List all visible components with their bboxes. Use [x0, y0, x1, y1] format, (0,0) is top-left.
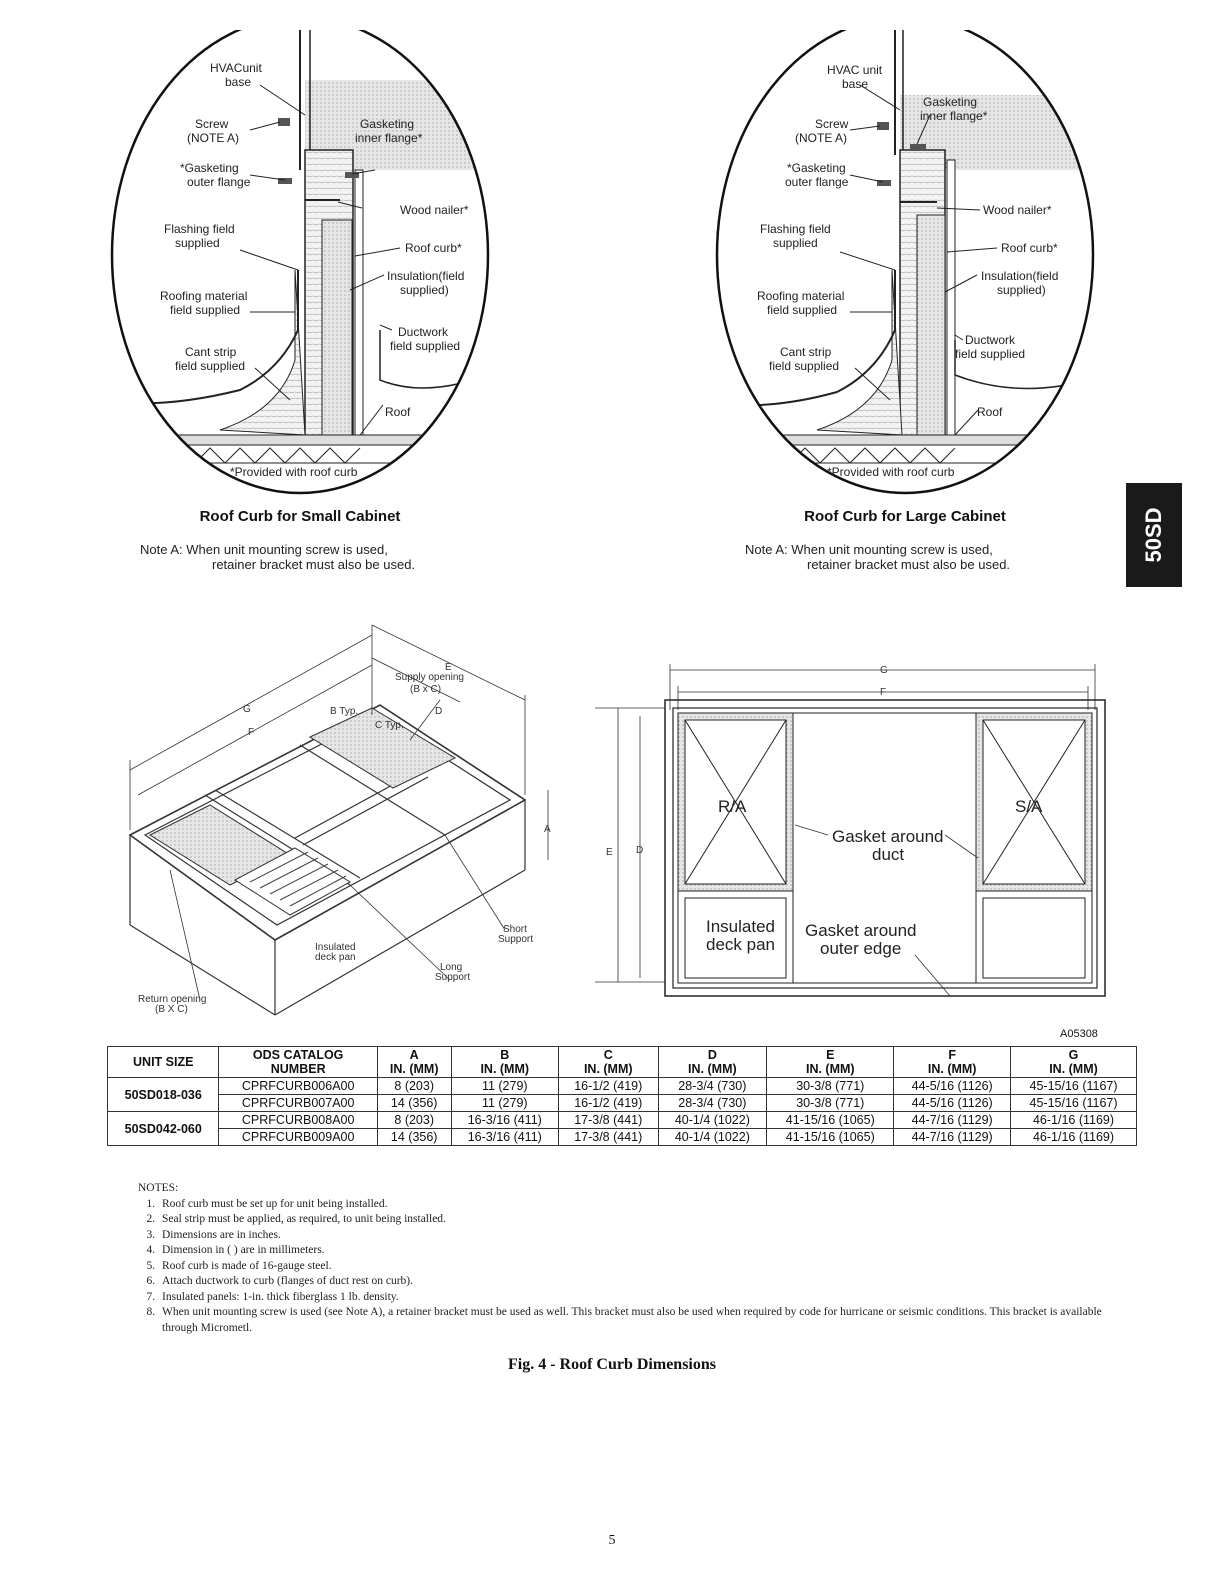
table-cell: 17-3/8 (441)	[559, 1112, 659, 1129]
label-roofing-1: Roofing material	[160, 289, 248, 303]
iso-long-2: Support	[435, 972, 471, 983]
label-gasket-outer-2: outer flange	[187, 175, 251, 189]
note-item: 2. Seal strip must be applied, as required, to unit being installed.	[158, 1212, 1118, 1228]
table-cell: 30-3/8 (771)	[767, 1095, 894, 1112]
table-cell: 41-15/16 (1065)	[767, 1129, 894, 1146]
label-flashing-2: supplied	[175, 236, 220, 250]
section-tab-label: 50SD	[1141, 507, 1166, 563]
label-unit-base-1: HVAC unit	[827, 63, 883, 77]
table-cell: 17-3/8 (441)	[559, 1129, 659, 1146]
plan-ra: R/A	[718, 797, 747, 816]
plan-gasket-edge-1: Gasket around	[805, 921, 917, 940]
table-cell: 8 (203)	[377, 1112, 451, 1129]
table-cell: 45-15/16 (1167)	[1011, 1095, 1137, 1112]
label-cant-2: field supplied	[769, 359, 840, 373]
table-cell: 40-1/4 (1022)	[658, 1129, 767, 1146]
small-cabinet-note	[140, 542, 480, 572]
table-row	[108, 1112, 1137, 1129]
label-screw-1: Screw	[195, 117, 229, 131]
table-cell: CPRFCURB008A00	[219, 1112, 377, 1129]
header-unit-size: UNIT SIZE	[108, 1047, 219, 1078]
large-cabinet-detail	[705, 30, 1105, 500]
label-ductwork-2: field supplied	[390, 339, 461, 353]
iso-dim-d: D	[435, 706, 443, 717]
label-insulation-1: Insulation(field	[981, 269, 1059, 283]
iso-supply-1: Supply opening	[395, 672, 464, 683]
label-unit-base-2: base	[225, 75, 252, 89]
table-cell: 44-7/16 (1129)	[894, 1129, 1011, 1146]
table-cell: 28-3/4 (730)	[658, 1078, 767, 1095]
iso-long-1: Long	[440, 962, 463, 973]
iso-supply-2: (B x C)	[410, 684, 442, 695]
figure-caption: Fig. 4 - Roof Curb Dimensions	[507, 1356, 716, 1373]
note-item: 6. Attach ductwork to curb (flanges of duct rest on curb).	[158, 1274, 1118, 1290]
header-b: B IN. (MM)	[451, 1047, 558, 1078]
note-item: 4. Dimension in ( ) are in millimeters.	[158, 1243, 1118, 1259]
plan-insulated-1: Insulated	[706, 917, 775, 936]
isometric-curb-drawing	[110, 620, 570, 1030]
label-unit-base-1: HVACunit	[210, 61, 262, 75]
label-roof: Roof	[385, 405, 411, 419]
label-screw-2: (NOTE A)	[187, 131, 240, 145]
label-gasket-outer-1: *Gasketing	[787, 161, 846, 175]
unit-size-cell: 50SD042-060	[108, 1112, 219, 1146]
plan-gasket-duct-1: Gasket around	[832, 827, 944, 846]
table-cell: 16-1/2 (419)	[559, 1095, 659, 1112]
table-header-row	[108, 1047, 1137, 1078]
note-item: 1. Roof curb must be set up for unit being installed.	[158, 1197, 1118, 1213]
note-item: 5. Roof curb is made of 16-gauge steel.	[158, 1259, 1118, 1275]
header-c: C IN. (MM)	[559, 1047, 659, 1078]
notes-heading: NOTES:	[138, 1182, 179, 1194]
plan-insulated-2: deck pan	[706, 935, 775, 954]
label-ductwork-1: Ductwork	[398, 325, 449, 339]
table-cell: 14 (356)	[377, 1095, 451, 1112]
plan-view-drawing	[590, 660, 1110, 1005]
header-f: F IN. (MM)	[894, 1047, 1011, 1078]
table-row	[108, 1129, 1137, 1146]
table-cell: 14 (356)	[377, 1129, 451, 1146]
table-cell: 16-3/16 (411)	[451, 1129, 558, 1146]
iso-insulated-2: deck pan	[315, 952, 356, 963]
label-gasket-outer-2: outer flange	[785, 175, 849, 189]
iso-dim-e: E	[445, 662, 452, 673]
label-gasket-outer-1: *Gasketing	[180, 161, 239, 175]
iso-return-2: (B X C)	[155, 1004, 188, 1015]
label-roofing-2: field supplied	[170, 303, 241, 317]
label-screw-1: Screw	[815, 117, 849, 131]
table-row	[108, 1078, 1137, 1095]
table-cell: CPRFCURB007A00	[219, 1095, 377, 1112]
label-flashing-1: Flashing field	[164, 222, 235, 236]
iso-b-typ: B Typ.	[330, 706, 359, 717]
label-ductwork-2: field supplied	[955, 347, 1026, 361]
label-wood-nailer: Wood nailer*	[983, 203, 1052, 217]
label-ductwork-1: Ductwork	[965, 333, 1016, 347]
label-unit-base-2: base	[842, 77, 869, 91]
table-cell: 44-5/16 (1126)	[894, 1095, 1011, 1112]
plan-sa: S/A	[1015, 797, 1043, 816]
header-catalog: ODS CATALOG NUMBER	[219, 1047, 377, 1078]
label-wood-nailer: Wood nailer*	[400, 203, 469, 217]
iso-return-1: Return opening	[138, 994, 207, 1005]
table-cell: 41-15/16 (1065)	[767, 1112, 894, 1129]
note-item: 7. Insulated panels: 1-in. thick fiberglass 1 lb. density.	[158, 1290, 1118, 1306]
section-tab	[1126, 483, 1182, 587]
iso-short-2: Support	[498, 934, 534, 945]
table-cell: 44-7/16 (1129)	[894, 1112, 1011, 1129]
header-g: G IN. (MM)	[1011, 1047, 1137, 1078]
label-roofing-2: field supplied	[767, 303, 838, 317]
iso-c-typ: C Typ.	[375, 720, 404, 731]
large-note-line1: Note A: When unit mounting screw is used,	[745, 542, 993, 557]
large-cabinet-note	[745, 542, 1085, 572]
table-cell: 46-1/16 (1169)	[1011, 1129, 1137, 1146]
table-cell: CPRFCURB006A00	[219, 1078, 377, 1095]
table-cell: 11 (279)	[451, 1078, 558, 1095]
label-roofing-1: Roofing material	[757, 289, 845, 303]
plan-dim-f: F	[880, 687, 887, 698]
header-a: A IN. (MM)	[377, 1047, 451, 1078]
note-item: 8. When unit mounting screw is used (see Note A), a retainer bracket must be used as well. This bracket must also be used when required by code for hurricane or seismic conditions. This bracket is available through Micrometl.	[158, 1305, 1118, 1336]
iso-short-1: Short	[503, 924, 527, 935]
label-gasket-inner-1: Gasketing	[360, 117, 415, 131]
header-e: E IN. (MM)	[767, 1047, 894, 1078]
label-gasket-inner-2: inner flange*	[355, 131, 423, 145]
label-screw-2: (NOTE A)	[795, 131, 848, 145]
plan-gasket-edge-2: outer edge	[820, 939, 902, 958]
label-provided: *Provided with roof curb	[827, 465, 955, 479]
label-gasket-inner-1: Gasketing	[923, 95, 978, 109]
label-insulation-2: supplied)	[997, 283, 1046, 297]
label-flashing-1: Flashing field	[760, 222, 831, 236]
iso-dim-f: F	[248, 727, 255, 738]
large-note-line2: retainer bracket must also be used.	[807, 557, 1011, 572]
table-cell: 28-3/4 (730)	[658, 1095, 767, 1112]
table-row	[108, 1095, 1137, 1112]
small-cabinet-title: Roof Curb for Small Cabinet	[199, 508, 401, 525]
label-flashing-2: supplied	[773, 236, 818, 250]
small-cabinet-detail	[100, 30, 500, 500]
header-d: D IN. (MM)	[658, 1047, 767, 1078]
label-insulation-1: Insulation(field	[387, 269, 465, 283]
large-cabinet-title: Roof Curb for Large Cabinet	[804, 508, 1006, 525]
small-note-line1: Note A: When unit mounting screw is used,	[140, 542, 388, 557]
plan-dim-g: G	[880, 665, 888, 676]
table-cell: CPRFCURB009A00	[219, 1129, 377, 1146]
figure-code: A05308	[1060, 1028, 1098, 1040]
note-item: 3. Dimensions are in inches.	[158, 1228, 1118, 1244]
table-cell: 8 (203)	[377, 1078, 451, 1095]
table-cell: 16-1/2 (419)	[559, 1078, 659, 1095]
iso-dim-a: A	[544, 824, 551, 835]
iso-dim-g: G	[243, 704, 251, 715]
notes-section	[138, 1181, 1118, 1336]
table-cell: 40-1/4 (1022)	[658, 1112, 767, 1129]
iso-insulated-1: Insulated	[315, 942, 356, 953]
plan-dim-e: E	[606, 847, 613, 858]
table-cell: 46-1/16 (1169)	[1011, 1112, 1137, 1129]
dimensions-table	[107, 1046, 1137, 1146]
label-roof-curb: Roof curb*	[1001, 241, 1058, 255]
table-cell: 11 (279)	[451, 1095, 558, 1112]
unit-size-cell: 50SD018-036	[108, 1078, 219, 1112]
small-note-line2: retainer bracket must also be used.	[212, 557, 416, 572]
page-number: 5	[608, 1533, 616, 1548]
label-provided: *Provided with roof curb	[230, 465, 358, 479]
table-cell: 30-3/8 (771)	[767, 1078, 894, 1095]
plan-dim-d: D	[636, 845, 644, 856]
label-cant-1: Cant strip	[780, 345, 832, 359]
label-roof: Roof	[977, 405, 1003, 419]
label-cant-1: Cant strip	[185, 345, 237, 359]
table-cell: 45-15/16 (1167)	[1011, 1078, 1137, 1095]
table-cell: 44-5/16 (1126)	[894, 1078, 1011, 1095]
label-gasket-inner-2: inner flange*	[920, 109, 988, 123]
label-roof-curb: Roof curb*	[405, 241, 462, 255]
plan-gasket-duct-2: duct	[872, 845, 905, 864]
label-insulation-2: supplied)	[400, 283, 449, 297]
label-cant-2: field supplied	[175, 359, 246, 373]
table-cell: 16-3/16 (411)	[451, 1112, 558, 1129]
insulation-shape	[322, 220, 352, 435]
